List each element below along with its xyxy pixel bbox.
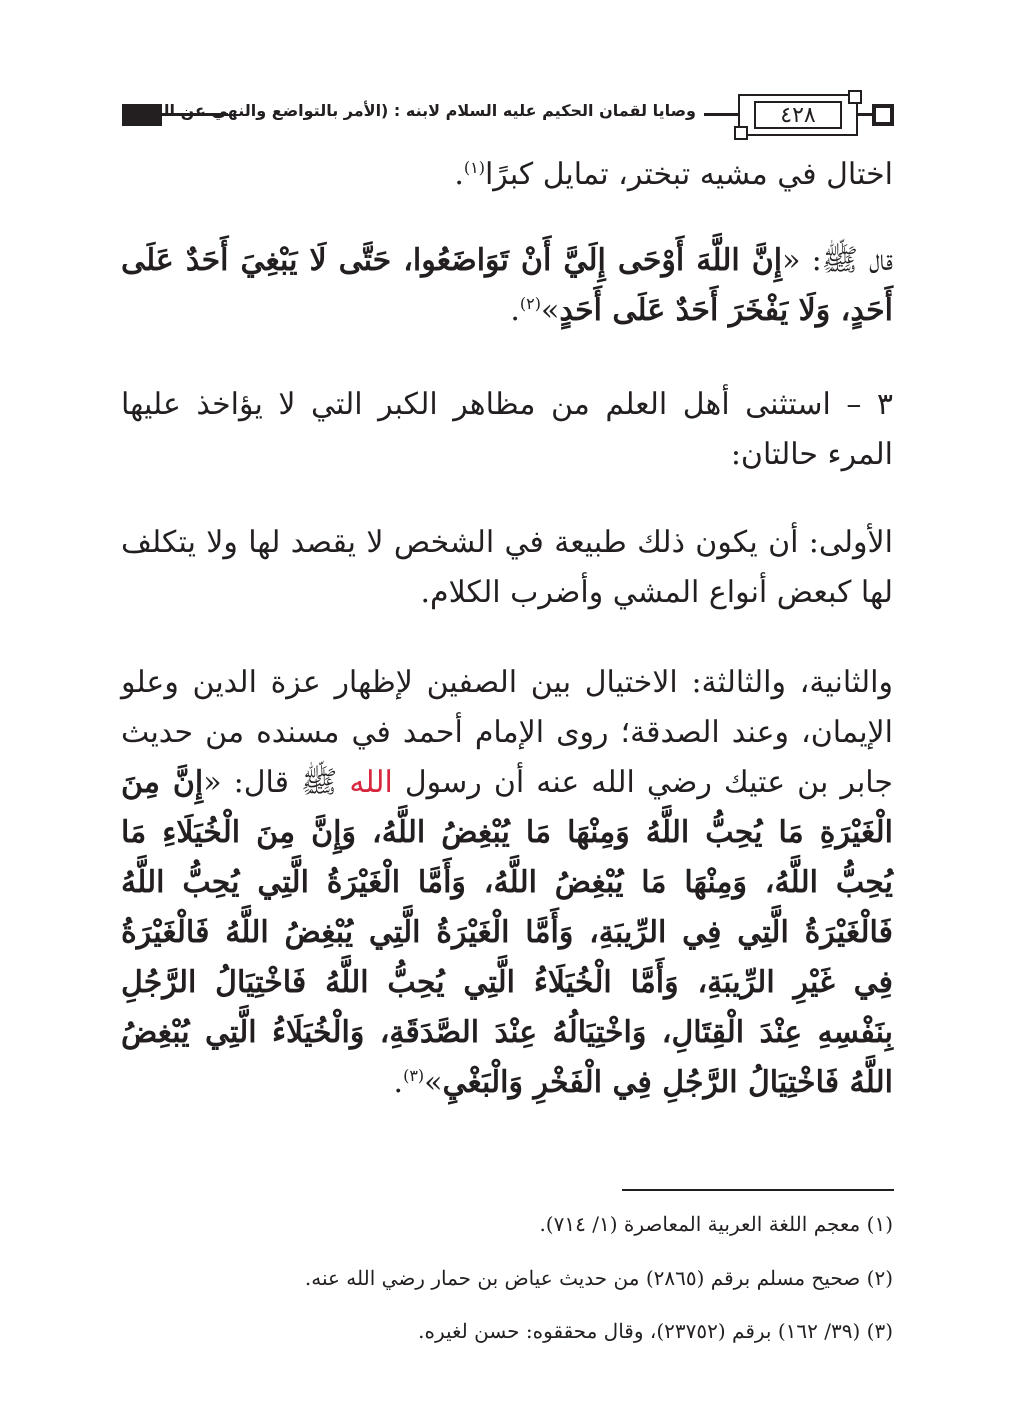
header-right-square — [872, 104, 894, 126]
paragraph-2: قال ﷺ: «إِنَّ اللَّهَ أَوْحَى إِلَيَّ أَنْ تَوَاضَعُوا، حَتَّى لَا يَبْغِيَ أَحَدٌ عَلَى أَحَدٍ، وَلَا يَفْخَرَ أَحَدٌ عَلَى أَحَدٍ»$^{(٢)}$. — [121, 243, 893, 328]
frame-corner — [848, 90, 862, 104]
header-title: وصايا لقمان الحكيم عليه السلام لابنه : (الأمر بالتواضع والنهي عن التكبر) — [228, 101, 704, 120]
hadith-text: إِنَّ مِنَ الْغَيْرَةِ مَا يُحِبُّ اللَّهُ وَمِنْهَا مَا يُبْغِضُ اللَّهُ، وَإِنَّ مِنَ الْخُيَلَاءِ مَا يُحِبُّ اللَّهُ، وَمِنْهَا مَا يُبْغِضُ اللَّهُ، وَأَمَّا الْغَيْرَةُ الَّتِي يُحِبُّ اللَّهُ فَالْغَيْرَةُ الَّتِي فِي الرِّيبَةِ، وَأَمَّا الْغَيْرَةُ الَّتِي يُبْغِضُ اللَّهُ فَالْغَيْرَةُ فِي غَيْرِ الرِّيبَةِ، وَأَمَّا الْخُيَلَاءُ الَّتِي يُحِبُّ اللَّهُ فَاخْتِيَالُ الرَّجُلِ بِنَفْسِهِ عِنْدَ الْقِتَالِ، وَاخْتِيَالُهُ عِنْدَ الصَّدَقَةِ، وَالْخُيَلَاءُ الَّتِي يُبْغِضُ اللَّهُ فَاخْتِيَالُ الرَّجُلِ فِي الْفَخْرِ وَالْبَغْيِ — [121, 765, 893, 1100]
footnote-ref-3: (٣) — [403, 1066, 425, 1085]
footnote-1: (١) معجم اللغة العربية المعاصرة (١/ ٧١٤). — [539, 1212, 893, 1236]
paragraph-5: والثانية، والثالثة: الاختيال بين الصفين لإظهار عزة الدين وعلو الإيمان، وعند الصدقة؛ روى الإمام أحمد في مسنده من حديث جابر بن عتيك رضي الله عنه أن رسول الله ﷺ قال: «إِنَّ مِنَ الْغَيْرَةِ مَا يُحِبُّ اللَّهُ وَمِنْهَا مَا يُبْغِضُ اللَّهُ، وَإِنَّ مِنَ الْخُيَلَاءِ مَا يُحِبُّ اللَّهُ، وَمِنْهَا مَا يُبْغِضُ اللَّهُ، وَأَمَّا الْغَيْرَةُ الَّتِي يُحِبُّ اللَّهُ فَالْغَيْرَةُ الَّتِي فِي الرِّيبَةِ، وَأَمَّا الْغَيْرَةُ الَّتِي يُبْغِضُ اللَّهُ فَالْغَيْرَةُ فِي غَيْرِ الرِّيبَةِ، وَأَمَّا الْخُيَلَاءُ الَّتِي يُحِبُّ اللَّهُ فَاخْتِيَالُ الرَّجُلِ بِنَفْسِهِ عِنْدَ الْقِتَالِ، وَاخْتِيَالُهُ عِنْدَ الصَّدَقَةِ، وَالْخُيَلَاءُ الَّتِي يُبْغِضُ اللَّهُ فَاخْتِيَالُ الرَّجُلِ فِي الْفَخْرِ وَالْبَغْيِ»$^{(٣)}$. — [121, 665, 893, 1100]
paragraph-3: ٣ – استثنى أهل العلم من مظاهر الكبر التي لا يؤاخذ عليها المرء حالتان: — [121, 387, 893, 472]
footnote-2: (٢) صحيح مسلم برقم (٢٨٦٥) من حديث عياض بن حمار رضي الله عنه. — [304, 1266, 893, 1290]
allah-word: الله — [349, 765, 393, 800]
footnote-ref-2: (٢) — [519, 294, 541, 313]
page-number: ٤٢٨ — [754, 101, 842, 129]
hadith-text: إِنَّ اللَّهَ أَوْحَى إِلَيَّ أَنْ تَوَاضَعُوا، حَتَّى لَا يَبْغِيَ أَحَدٌ عَلَى أَحَدٍ، وَلَا يَفْخَرَ أَحَدٌ عَلَى أَحَدٍ — [121, 243, 893, 328]
paragraph-4: الأولى: أن يكون ذلك طبيعة في الشخص لا يقصد لها ولا يتكلف لها كبعض أنواع المشي وأضرب الكلام. — [121, 525, 893, 610]
running-header — [122, 92, 894, 140]
paragraph-1: اختال في مشيه تبختر، تمايل كبرًا$^{(١)}$. — [454, 157, 893, 192]
footnote-ref-1: (١) — [463, 158, 485, 177]
frame-corner — [734, 126, 748, 140]
footnote-separator — [622, 1189, 894, 1191]
page-number-frame — [738, 94, 858, 136]
footnote-3: (٣) (٣٩/ ١٦٢) برقم (٢٣٧٥٢)، وقال محققوه: حسن لغيره. — [418, 1319, 893, 1343]
